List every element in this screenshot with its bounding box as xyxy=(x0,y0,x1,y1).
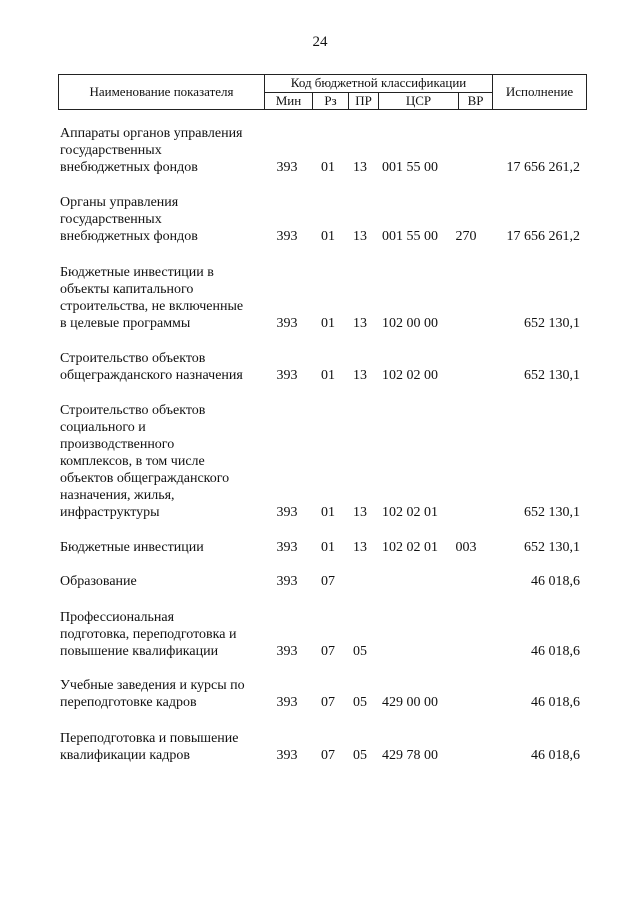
row-name: Профессиональная подготовка, переподготовка и повышение квалификации xyxy=(60,610,237,659)
row-execution: 652 130,1 xyxy=(524,505,580,520)
row-csr: 102 00 00 xyxy=(382,316,438,331)
row-min: 393 xyxy=(276,160,298,175)
table-row xyxy=(0,731,640,764)
row-name: Образование xyxy=(60,574,137,589)
row-rz: 01 xyxy=(321,316,335,331)
row-execution: 46 018,6 xyxy=(531,695,580,710)
row-rz: 01 xyxy=(321,229,335,244)
row-min: 393 xyxy=(276,695,298,710)
row-vr: 003 xyxy=(455,540,477,555)
row-pr: 13 xyxy=(353,316,367,331)
table-row xyxy=(0,678,640,711)
row-name: Переподготовка и повышение квалификации кадров xyxy=(60,731,239,763)
row-name: Учебные заведения и курсы по переподготовке кадров xyxy=(60,678,245,710)
table-row xyxy=(0,403,640,521)
header-name-column: Наименование показателя xyxy=(59,75,265,110)
row-rz: 07 xyxy=(321,574,335,589)
row-name: Органы управления государственных внебюджетных фондов xyxy=(60,195,198,244)
row-pr: 13 xyxy=(353,505,367,520)
row-name: Бюджетные инвестиции в объекты капитального строительства, не включенные в целевые программы xyxy=(60,265,244,331)
table-row xyxy=(0,539,640,556)
row-name: Строительство объектов социального и производственного комплексов, в том числе объектов общегражданского назначения, жилья, инфраструктуры xyxy=(60,403,230,520)
row-csr: 001 55 00 xyxy=(382,229,438,244)
row-execution: 652 130,1 xyxy=(524,368,580,383)
row-min: 393 xyxy=(276,574,298,589)
row-min: 393 xyxy=(276,748,298,763)
header-execution-column: Исполнение xyxy=(493,75,587,110)
row-rz: 01 xyxy=(321,368,335,383)
row-min: 393 xyxy=(276,368,298,383)
row-pr: 13 xyxy=(353,229,367,244)
row-pr: 05 xyxy=(353,748,367,763)
header-vr: ВР xyxy=(459,92,493,110)
table-row xyxy=(0,610,640,660)
header-pr: ПР xyxy=(349,92,379,110)
table-row xyxy=(0,126,640,176)
header-min: Мин xyxy=(265,92,313,110)
row-csr: 102 02 00 xyxy=(382,368,438,383)
row-min: 393 xyxy=(276,644,298,659)
row-execution: 17 656 261,2 xyxy=(506,229,580,244)
row-rz: 01 xyxy=(321,540,335,555)
row-csr: 001 55 00 xyxy=(382,160,438,175)
row-name: Бюджетные инвестиции xyxy=(60,540,204,555)
table-row xyxy=(0,351,640,384)
row-min: 393 xyxy=(276,229,298,244)
row-pr: 13 xyxy=(353,160,367,175)
row-pr: 13 xyxy=(353,368,367,383)
table-row xyxy=(0,265,640,332)
table-row xyxy=(0,573,640,590)
row-rz: 07 xyxy=(321,695,335,710)
page-number: 24 xyxy=(312,34,328,50)
row-pr: 13 xyxy=(353,540,367,555)
header-rz: Рз xyxy=(313,92,349,110)
row-csr: 429 00 00 xyxy=(382,695,438,710)
row-execution: 17 656 261,2 xyxy=(506,160,580,175)
row-execution: 652 130,1 xyxy=(524,540,580,555)
row-pr: 05 xyxy=(353,644,367,659)
row-min: 393 xyxy=(276,505,298,520)
row-rz: 01 xyxy=(321,505,335,520)
header-code-group: Код бюджетной классификации xyxy=(265,75,493,93)
row-vr: 270 xyxy=(455,229,477,244)
row-execution: 46 018,6 xyxy=(531,748,580,763)
row-rz: 01 xyxy=(321,160,335,175)
row-execution: 46 018,6 xyxy=(531,644,580,659)
row-min: 393 xyxy=(276,540,298,555)
row-csr: 102 02 01 xyxy=(382,540,438,555)
row-csr: 102 02 01 xyxy=(382,505,438,520)
table-row xyxy=(0,195,640,245)
row-rz: 07 xyxy=(321,644,335,659)
row-csr: 429 78 00 xyxy=(382,748,438,763)
row-pr: 05 xyxy=(353,695,367,710)
row-rz: 07 xyxy=(321,748,335,763)
row-min: 393 xyxy=(276,316,298,331)
row-name: Аппараты органов управления государственных внебюджетных фондов xyxy=(60,126,243,175)
row-execution: 652 130,1 xyxy=(524,316,580,331)
header-csr: ЦСР xyxy=(379,92,459,110)
row-name: Строительство объектов общегражданского назначения xyxy=(60,351,243,383)
row-execution: 46 018,6 xyxy=(531,574,580,589)
